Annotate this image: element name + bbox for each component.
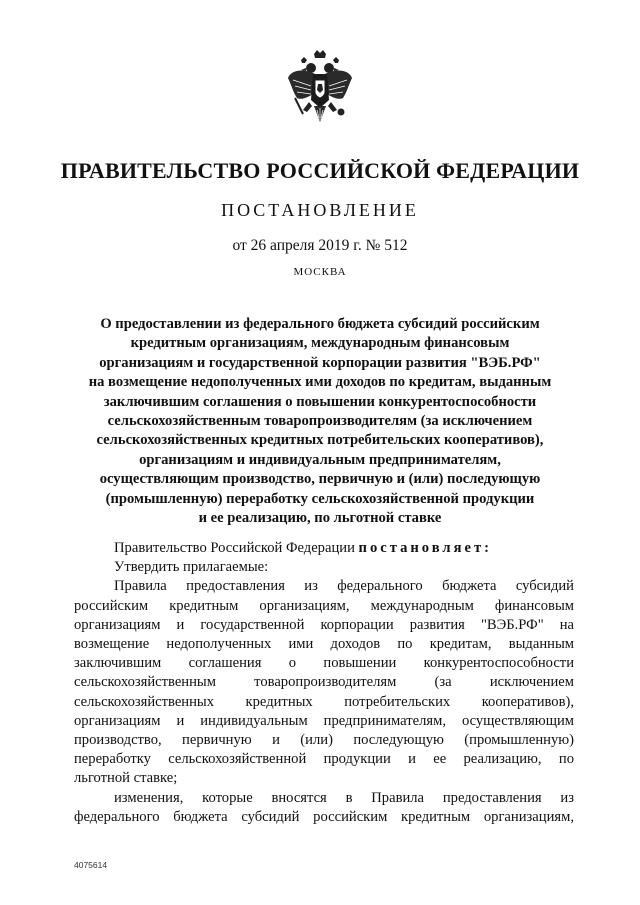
intro-paragraph (74, 539, 574, 558)
heading-line: осуществляющим производство, первичную и (или) последующую (99, 471, 541, 488)
heading-line: организациям и индивидуальным предпринимателям, (139, 451, 501, 468)
document-code: 4075614 (74, 860, 108, 870)
heading-line: (промышленную) переработку сельскохозяйственной продукции (105, 490, 535, 507)
government-title: ПРАВИТЕЛЬСТВО РОССИЙСКОЙ ФЕДЕРАЦИИ (60, 158, 580, 183)
heading-line: на возмещение недополученных ими доходов по кредитам, выданным (88, 374, 552, 391)
resolution-heading (60, 315, 580, 528)
heading-line: заключившим соглашения о повышении конкурентоспособности (103, 393, 537, 410)
rules-line: организациям и индивидуальным предпринимателям, осуществляющим (74, 712, 574, 729)
approve-paragraph: Утвердить прилагаемые: (114, 559, 269, 576)
heading-line: организациям и государственной корпорации развития "ВЭБ.РФ" (99, 354, 541, 371)
heading-line: сельскохозяйственных кредитных потребительских кооперативов), (96, 432, 544, 449)
rules-line: организациям и государственной корпорации развития "ВЭБ.РФ" на (74, 616, 574, 633)
heading-line: и ее реализацию, по льготной ставке (198, 510, 442, 527)
changes-line: изменения, которые вносятся в Правила предоставления из (114, 789, 574, 806)
heading-line: О предоставлении из федерального бюджета субсидий российским (100, 316, 540, 332)
resolution-body (74, 539, 574, 827)
intro-emphasis: постановляет: (358, 540, 492, 556)
rules-line: переработку сельскохозяйственной продукции и ее реализацию, по (74, 751, 574, 768)
changes-line: федерального бюджета субсидий российским кредитным организациям, (74, 808, 574, 825)
rules-line: сельскохозяйственным товаропроизводителям (за исключением (74, 674, 574, 691)
rules-line: заключившим соглашения о повышении конкурентоспособности (74, 655, 574, 672)
rules-line: производство, первичную и (или) последующую (промышленную) (74, 732, 574, 749)
heading-line: кредитным организациям, международным финансовым (130, 335, 510, 352)
rules-line: льготной ставке; (74, 770, 178, 787)
city-name: МОСКВА (293, 266, 347, 278)
document-date-number: от 26 апреля 2019 г. № 512 (232, 237, 408, 254)
rules-line: возмещение недополученных ими доходов по кредитам, выданным (74, 636, 574, 653)
russian-coat-of-arms-icon (285, 48, 355, 130)
rules-line: сельскохозяйственных кредитных потребительских кооперативов), (74, 693, 574, 710)
document-type: ПОСТАНОВЛЕНИЕ (221, 200, 419, 220)
rules-line: Правила предоставления из федерального бюджета субсидий (114, 578, 574, 595)
intro-text: Правительство Российской Федерации (114, 540, 359, 556)
rules-line: российским кредитным организациям, международным финансовым (74, 597, 574, 614)
heading-line: сельскохозяйственным товаропроизводителям (за исключением (107, 413, 533, 430)
